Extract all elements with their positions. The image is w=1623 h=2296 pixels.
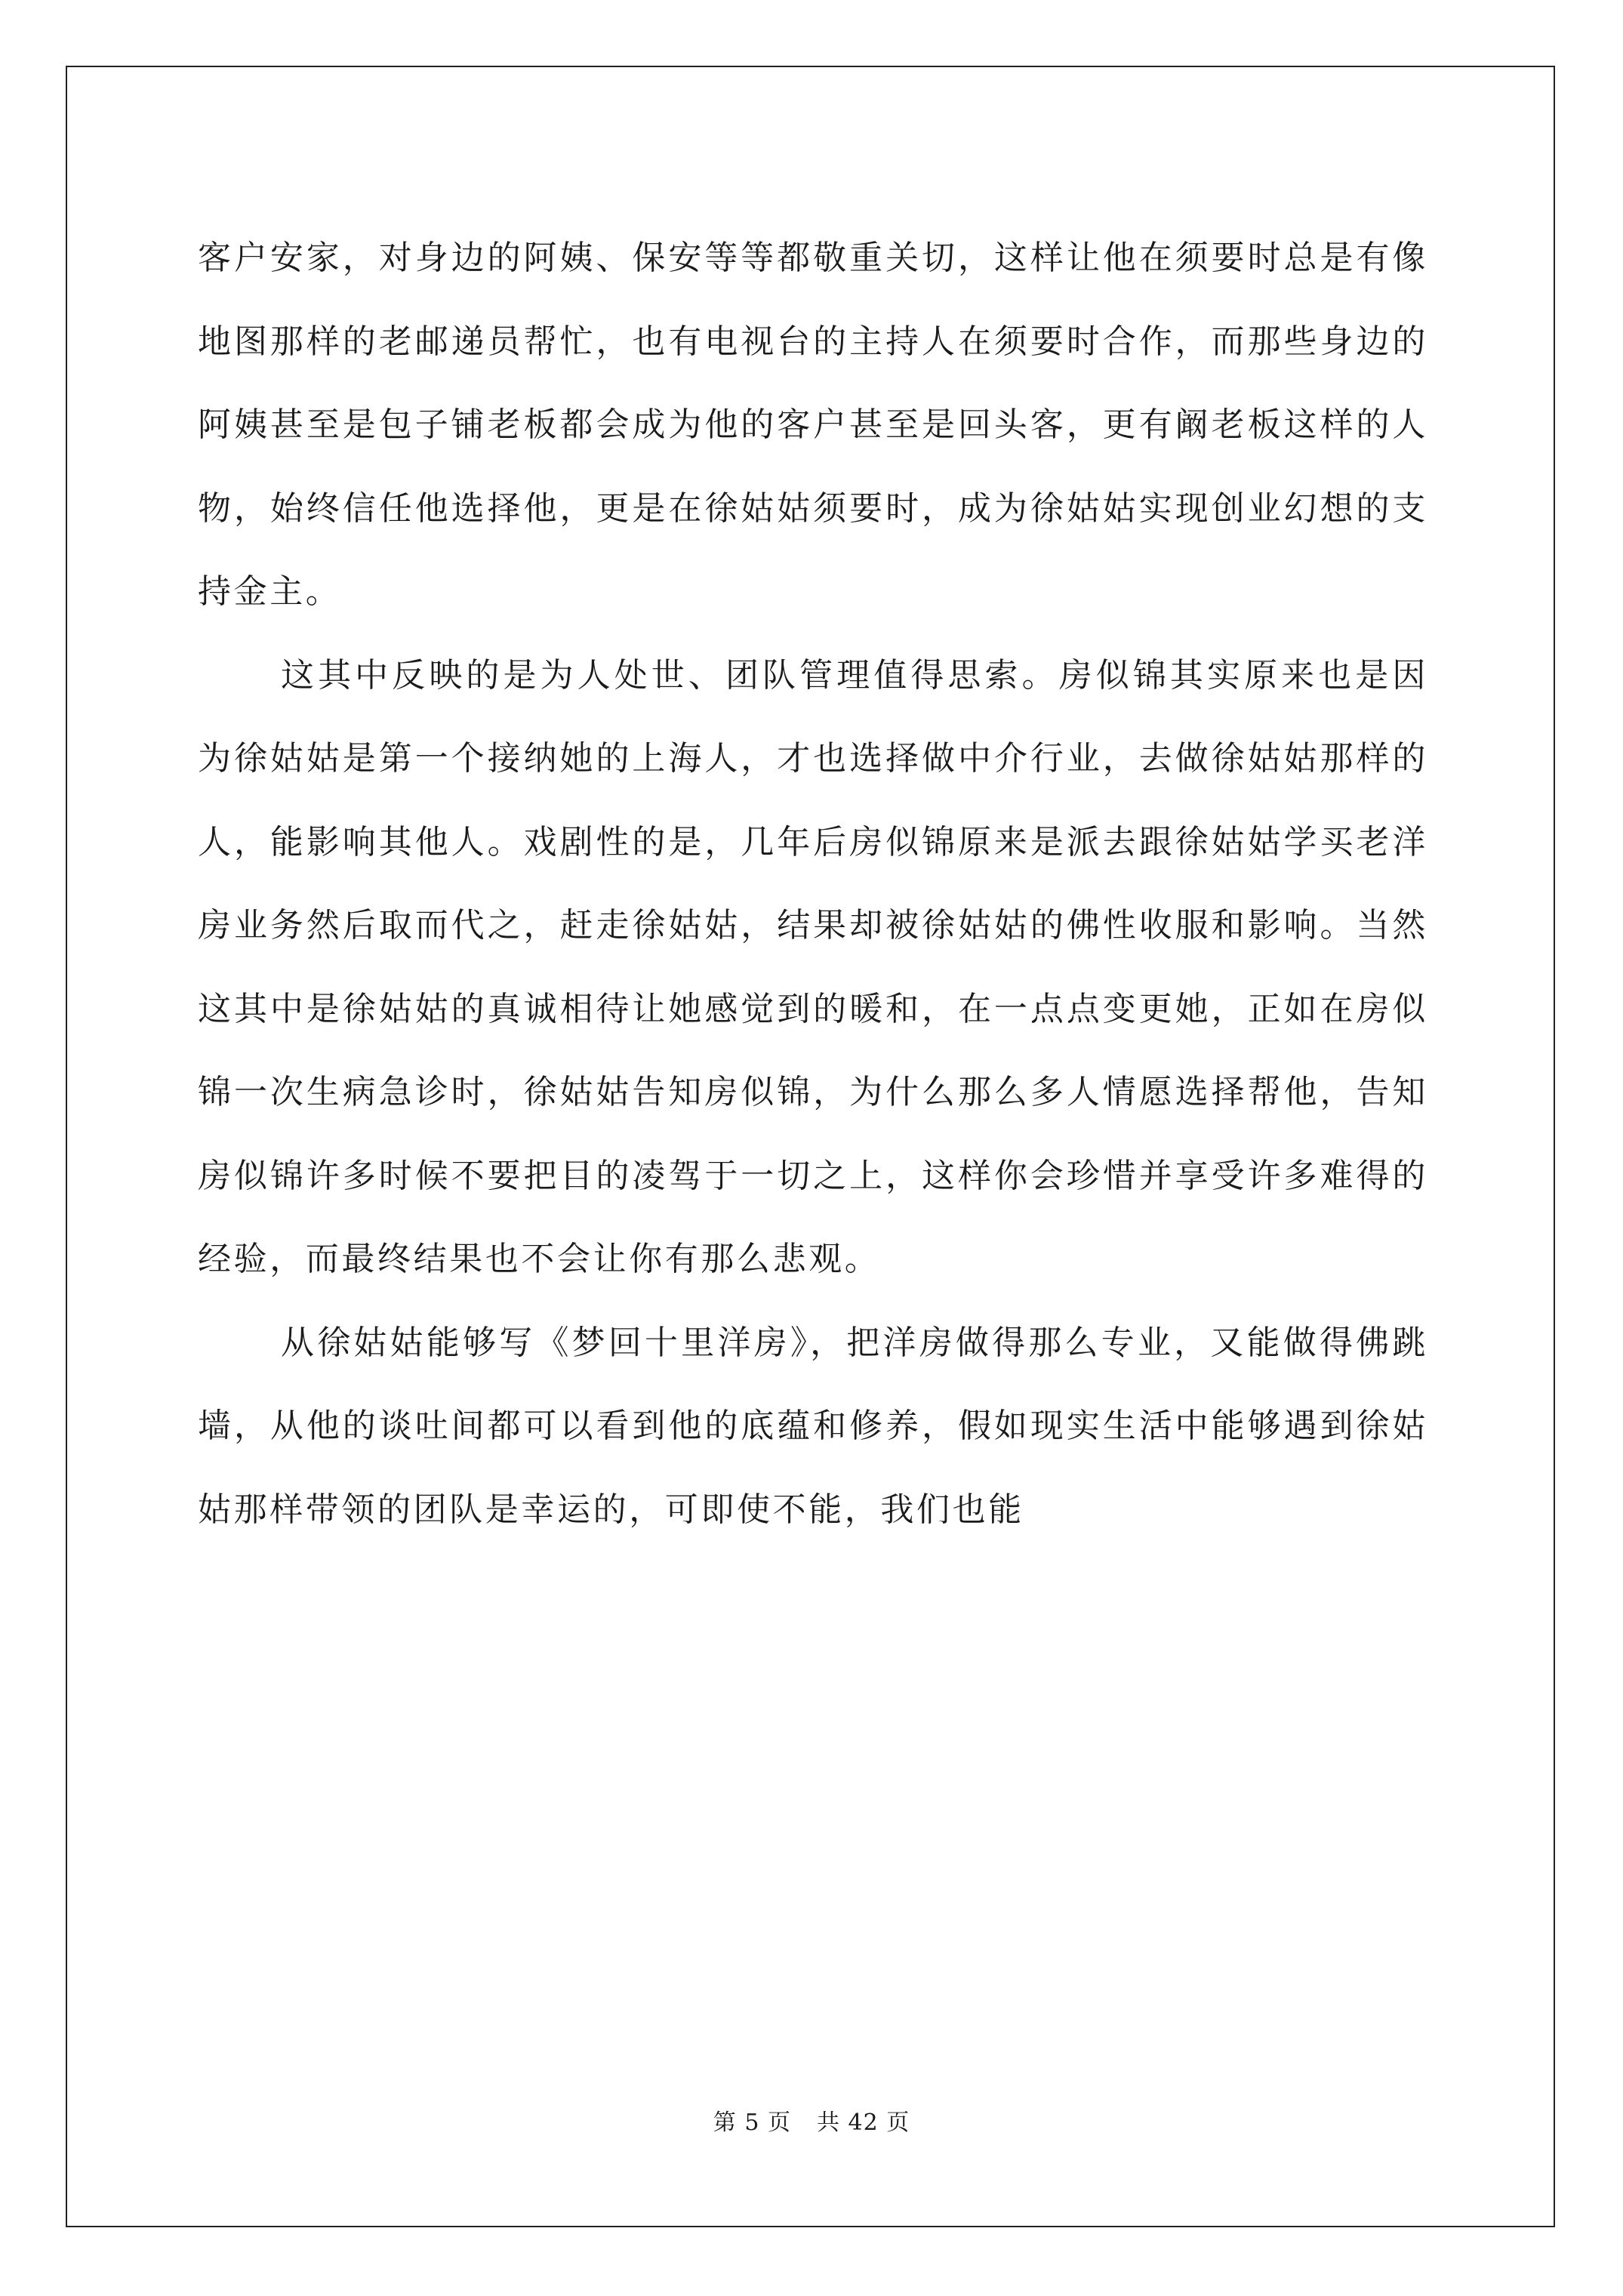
paragraph: 从徐姑姑能够写《梦回十里洋房》，把洋房做得那么专业，又能做得佛跳墙，从他的谈吐间都可以看到他的底蕴和修养，假如现实生活中能够遇到徐姑姑那样带领的团队是幸运的，可即使不能，我们也能 xyxy=(198,1323,1428,1529)
paragraph: 这其中反映的是为人处世、团队管理值得思索。房似锦其实原来也是因为徐姑姑是第一个接纳她的上海人，才也选择做中介行业，去做徐姑姑那样的人，能影响其他人。戏剧性的是，几年后房似锦原来是派去跟徐姑姑学买老洋房业务然后取而代之，赶走徐姑姑，结果却被徐姑姑的佛性收服和影响。当然这其中是徐姑姑的真诚相待让她感觉到的暖和，在一点点变更她，正如在房似锦一次生病急诊时，徐姑姑告知房似锦，为什么那么多人情愿选择帮他，告知房似锦许多时候不要把目的凌驾于一切之上，这样你会珍惜并享受许多难得的经验，而最终结果也不会让你有那么悲观。 xyxy=(198,655,1428,1278)
document-body xyxy=(198,217,1428,1552)
page-number: 第 5 页 xyxy=(713,2110,791,2136)
page-total: 共 42 页 xyxy=(816,2110,910,2136)
paragraph: 客户安家，对身边的阿姨、保安等等都敬重关切，这样让他在须要时总是有像地图那样的老邮递员帮忙，也有电视台的主持人在须要时合作，而那些身边的阿姨甚至是包子铺老板都会成为他的客户甚至是回头客，更有阚老板这样的人物，始终信任他选择他，更是在徐姑姑须要时，成为徐姑姑实现创业幻想的支持金主。 xyxy=(198,239,1428,611)
page-footer xyxy=(0,2108,1623,2138)
